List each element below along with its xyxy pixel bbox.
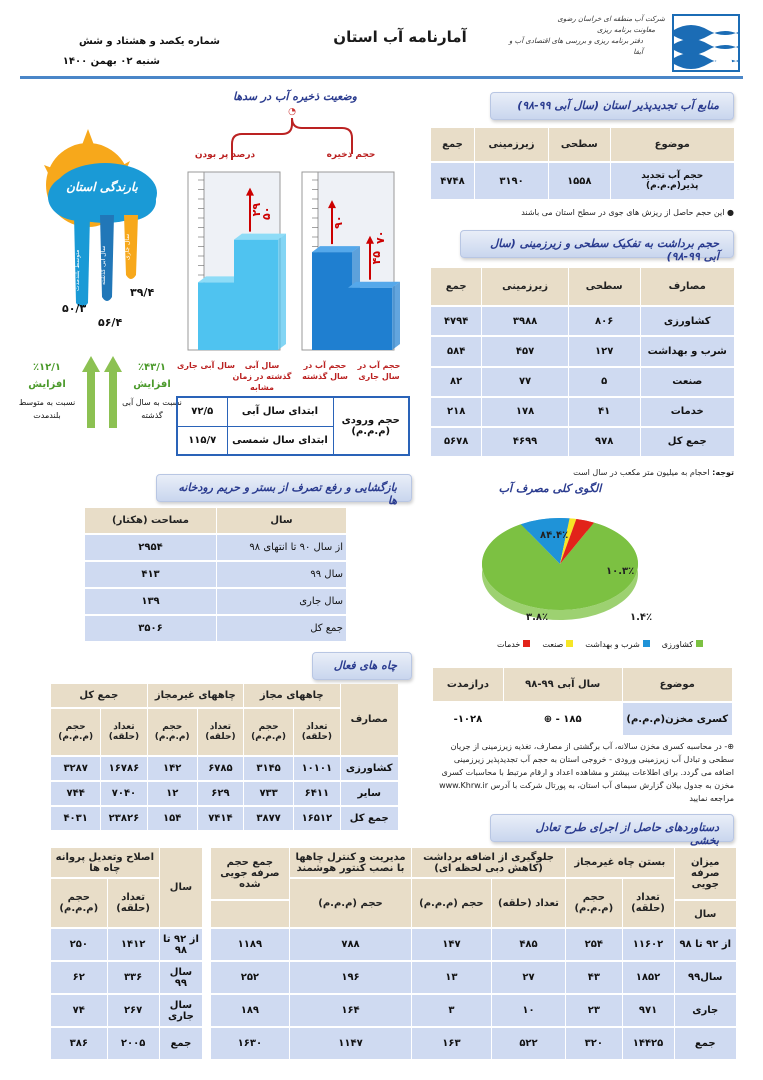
withdrawal-section-title: حجم برداشت به تفکیک سطحی و زیرزمینی (سال آبی ۹۹-۹۸): [460, 230, 734, 258]
dam-value-label: ۲۹: [250, 202, 263, 217]
pie-label: ۱.۴٪: [630, 612, 653, 623]
wells-h-total: جمع کل: [51, 684, 148, 708]
legend-label: شرب و بهداشت: [585, 640, 640, 649]
deficit-year-value: ۱۸۵ - ⊕: [503, 702, 622, 736]
table-cell: ۳۸۶: [51, 1027, 108, 1060]
wells-h-legal: چاههای مجاز: [243, 684, 340, 708]
bal-h-prevent: جلوگیری از اضافه برداشت (کاهش دبی لحظه ای): [411, 848, 565, 878]
renewable-h-total: جمع: [431, 128, 475, 162]
renewable-h-ground: زیرزمینی: [474, 128, 548, 162]
bal-h-metric: میزان صرفه جویی: [674, 848, 736, 900]
percent-scale-label: ۵۰: [260, 206, 273, 220]
table-cell: ۷۷: [482, 367, 568, 397]
table-cell: ۳۱۴۵: [243, 756, 293, 781]
table-row: [431, 427, 735, 457]
pie-title: الگوی کلی مصرف آب: [498, 482, 602, 495]
legend-swatch: [566, 640, 573, 647]
table-row: [85, 561, 347, 588]
dam-bar-side: [278, 234, 286, 350]
table-cell: ۱۲۷: [568, 336, 640, 366]
dam-value-label: ۹۰: [332, 215, 345, 229]
table-cell: ۲۵۲: [210, 961, 289, 994]
balance-table: [50, 848, 736, 1061]
legend-swatch: [643, 640, 650, 647]
deficit-h-long: درازمدت: [433, 668, 504, 702]
table-cell: ۴۷۹۴: [431, 306, 482, 336]
pie-chart: [470, 492, 720, 632]
restore-h-area: مساحت (هکتار): [85, 508, 217, 534]
table-cell: ۱۵۴: [147, 806, 197, 831]
table-cell: ۲۶۷: [107, 994, 159, 1027]
table-cell: ۲۰۰۵: [107, 1027, 159, 1060]
inflow-value-water-year: ۷۲/۵: [177, 397, 227, 426]
inflow-table: [176, 396, 410, 456]
table-cell: ۵: [568, 367, 640, 397]
legend-item: [497, 640, 530, 649]
dam-bar-top: [312, 246, 360, 252]
dam-bar: [198, 282, 236, 350]
table-cell: ۶۴۱۱: [294, 781, 340, 806]
table-cell: ۱۳۹: [85, 588, 217, 615]
withdrawal-note: توجه: احجام به میلیون متر مکعب در سال است: [573, 468, 734, 477]
renewable-h-surface: سطحی: [549, 128, 610, 162]
dams-percent-label: درصد پر بودن: [194, 150, 256, 160]
header-divider: [20, 76, 743, 79]
legend-swatch: [523, 640, 530, 647]
table-cell: ۶۷۸۵: [197, 756, 243, 781]
wells-section-title: چاه های فعال: [312, 652, 412, 680]
table-row: [51, 994, 737, 1027]
deficit-table: [432, 668, 732, 737]
dam-bar: [348, 288, 392, 350]
restore-h-year: سال: [217, 508, 347, 534]
table-cell: ۵۲۲: [491, 1027, 565, 1060]
rain-current-value: ۳۹/۴: [130, 286, 155, 299]
table-cell: ۱۶۳۰: [210, 1027, 289, 1060]
bal-sub-vol: حجم (م.م.م): [290, 878, 412, 928]
table-cell: جمع: [159, 1027, 202, 1060]
wells-sub-vol: حجم (م.م.م): [147, 708, 197, 756]
bal-sub-vol: حجم (م.م.م): [51, 878, 108, 928]
bal-h-close-wells: بستن چاه غیرمجاز: [566, 848, 674, 878]
table-cell: ۱۸۵۲: [622, 961, 674, 994]
bal-sub-count: تعداد (حلقه): [491, 878, 565, 928]
deficit-row-label: کسری مخزن(م.م.م): [622, 702, 732, 736]
table-cell: ۱۱۶۰۲: [622, 928, 674, 961]
table-cell: ۱۶۴: [290, 994, 412, 1027]
table-row: [85, 534, 347, 561]
table-cell: ۶۲۹: [197, 781, 243, 806]
table-cell: ۴۰۳۱: [51, 806, 101, 831]
renewable-h-subject: موضوع: [610, 128, 734, 162]
table-cell: سال ۹۹: [217, 561, 347, 588]
bar-label-lastyear: سال آبی گذشته در زمان مشابه: [232, 361, 292, 392]
org-lines: شرکت آب منطقه ای خراسان رضوی معاونت برنامه ریزی دفتر برنامه ریزی و بررسی های اقتصادی آب و آبفا: [509, 15, 665, 56]
table-cell: ۱۴۴۲۵: [622, 1027, 674, 1060]
table-cell: ۴۶۹۹: [482, 427, 568, 457]
table-cell: ۱۴۷: [411, 928, 491, 961]
bar-label-vol-current: حجم آب در سال جاری: [357, 361, 401, 381]
pie-label: ۸۴.۴٪: [540, 530, 569, 541]
pie-label: ۳.۸٪: [526, 612, 549, 623]
table-cell: ۱۱۸۹: [210, 928, 289, 961]
table-cell: جمع: [674, 1027, 736, 1060]
rain-drop-label-longterm: متوسط بلندمدت: [74, 249, 81, 291]
legend-label: کشاورزی: [661, 640, 694, 649]
wells-h-illegal: چاههای غیرمجاز: [147, 684, 243, 708]
table-row: [431, 367, 735, 397]
bar-label-current: سال آبی جاری: [177, 361, 235, 370]
table-cell: ۸۲: [431, 367, 482, 397]
table-cell: ۱۷۸: [482, 397, 568, 427]
table-cell: ۳۲۸۷: [51, 756, 101, 781]
table-cell: ۳۸۷۷: [243, 806, 293, 831]
table-row: [85, 588, 347, 615]
table-cell: ۷۴۴: [51, 781, 101, 806]
pie-legend: [470, 640, 730, 649]
table-cell: ۷۳۳: [243, 781, 293, 806]
inflow-value-solar-year: ۱۱۵/۷: [177, 426, 227, 455]
pie-label: ۱۰.۳٪: [606, 566, 635, 577]
table-row: [51, 928, 737, 961]
table-row: [431, 306, 735, 336]
wd-h-surface: سطحی: [568, 268, 640, 306]
dam-bar-side: [392, 282, 400, 350]
bal-h-smart: مدیریت و کنترل چاهها با نصب کنتور هوشمند: [290, 848, 412, 878]
table-cell: ۴۱: [568, 397, 640, 427]
wells-sub-count: تعداد (حلقه): [294, 708, 340, 756]
table-cell: از سال ۹۰ تا انتهای ۹۸: [217, 534, 347, 561]
table-cell: سایر: [340, 781, 398, 806]
rain-drop-label-lastyear: سال آبی گذشته: [100, 245, 107, 285]
bal-sub-vol: حجم (م.م.م): [411, 878, 491, 928]
table-row: [51, 806, 399, 831]
renewable-ground: ۳۱۹۰: [474, 162, 548, 200]
table-cell: از ۹۲ تا ۹۸: [159, 928, 202, 961]
table-cell: ۳۲۰: [566, 1027, 622, 1060]
bal-h-year: سال: [674, 900, 736, 928]
bal-h-permit: اصلاح وتعدیل پروانه چاه ها: [51, 848, 160, 878]
renewable-section-title: منابع آب تجدیدپذیر استان (سال آبی ۹۹-۹۸): [490, 92, 734, 120]
dam-value-label: ۴۵: [370, 250, 383, 265]
change-longterm: ٪۱۲/۱ افزایش نسبت به متوسط بلندمدت: [18, 362, 76, 420]
table-row: [51, 756, 399, 781]
table-cell: ۱۹۶: [290, 961, 412, 994]
table-cell: ۷۰۴۰: [101, 781, 147, 806]
table-cell: ۲۵۰: [51, 928, 108, 961]
table-cell: ۲۵۴: [566, 928, 622, 961]
inflow-label-water-year: ابتدای سال آبی: [227, 397, 333, 426]
volume-scale-label: ۷۰: [374, 230, 387, 244]
table-cell: ۷۴: [51, 994, 108, 1027]
dam-bar-top: [348, 282, 400, 288]
table-cell: ۸۰۶: [568, 306, 640, 336]
wells-table: [50, 684, 398, 832]
table-cell: ۲۳: [566, 994, 622, 1027]
wells-sub-count: تعداد (حلقه): [197, 708, 243, 756]
table-cell: کشاورزی: [640, 306, 734, 336]
legend-item: [662, 640, 703, 649]
table-row: [51, 961, 737, 994]
table-cell: ۱۸۹: [210, 994, 289, 1027]
wd-h-use: مصارف: [640, 268, 734, 306]
table-cell: ۱۶۳: [411, 1027, 491, 1060]
table-cell: ۹۷۱: [622, 994, 674, 1027]
table-cell: کشاورزی: [340, 756, 398, 781]
bal-h-year2: سال: [159, 848, 202, 928]
issue-date: شنبه ۰۲ بهمن ۱۴۰۰: [62, 56, 160, 67]
table-cell: ۲۱۸: [431, 397, 482, 427]
balance-section-title: دستاوردهای حاصل از اجرای طرح تعادل بخشی: [490, 814, 734, 842]
table-cell: ۹۷۸: [568, 427, 640, 457]
table-cell: ۱۱۴۷: [290, 1027, 412, 1060]
dam-bar: [312, 252, 352, 350]
table-cell: ۲۹۵۴: [85, 534, 217, 561]
table-cell: ۱۳: [411, 961, 491, 994]
table-cell: ۴۸۵: [491, 928, 565, 961]
dams-volume-label: حجم ذخیره: [326, 150, 376, 160]
table-cell: صنعت: [640, 367, 734, 397]
bar-label-vol-last: حجم آب در سال گذشته: [302, 361, 348, 381]
table-cell: ۴۵۷: [482, 336, 568, 366]
deficit-h-subject: موضوع: [622, 668, 732, 702]
table-cell: ۱۴۲: [147, 756, 197, 781]
table-cell: ۳: [411, 994, 491, 1027]
table-cell: ۱۲: [147, 781, 197, 806]
dam-bar: [234, 240, 278, 350]
issue-number: شماره یکصد و هشتاد و شش: [78, 36, 220, 47]
table-cell: ۲۷: [491, 961, 565, 994]
legend-item: [585, 640, 650, 649]
deficit-h-year: سال آبی ۹۹-۹۸: [503, 668, 622, 702]
table-cell: ۳۳۶: [107, 961, 159, 994]
clock-icon: ◔: [288, 107, 296, 117]
restore-table: [84, 508, 346, 643]
table-cell: خدمات: [640, 397, 734, 427]
table-cell: سال۹۹: [674, 961, 736, 994]
table-cell: ۲۳۸۲۶: [101, 806, 147, 831]
logo: [672, 14, 740, 72]
wells-sub-vol: حجم (م.م.م): [51, 708, 101, 756]
bal-h-saved: جمع حجم صرفه جویی شده: [210, 848, 289, 900]
table-cell: سال جاری: [159, 994, 202, 1027]
legend-label: خدمات: [496, 640, 521, 649]
renewable-note: ● این حجم حاصل از ریزش های جوی در سطح استان می باشند: [521, 208, 734, 217]
restore-section-title: بازگشایی و رفع تصرف از بستر و حریم رودخانه ها: [156, 474, 412, 502]
renewable-surface: ۱۵۵۸: [549, 162, 610, 200]
page-title: آمارنامه آب استان: [333, 28, 467, 46]
dam-bar-top: [234, 234, 286, 240]
renewable-total: ۴۷۴۸: [431, 162, 475, 200]
table-cell: ۴۱۳: [85, 561, 217, 588]
bal-sub-count: تعداد (حلقه): [622, 878, 674, 928]
table-cell: جمع کل: [640, 427, 734, 457]
table-cell: ۶۲: [51, 961, 108, 994]
deficit-note: ⊕- در محاسبه کسری مخزن سالانه، آب برگشتی از مصارف، تغذیه زیرزمینی از جریان سطحی و تبادل آب زیرزمینی ورودی - خروجی استان به حجم آب تجدیدپذیر زیرزمینی اضافه می گردد. برای اطلاعات بیشتر و مشاهده اعداد و ارقام مرتبط با محاسبات کسری مخزن به جدول بیلان گزارش سیمای آب استان، به پورتال شرکت با آدرس www.Khrw.ir مراجعه نمایید: [439, 742, 734, 803]
wells-h-use: مصارف: [340, 684, 398, 756]
table-cell: ۱۰: [491, 994, 565, 1027]
rain-longterm-value: ۵۰/۳: [62, 302, 87, 315]
table-cell: ۳۵۰۶: [85, 615, 217, 642]
wells-sub-count: تعداد (حلقه): [101, 708, 147, 756]
table-cell: شرب و بهداشت: [640, 336, 734, 366]
dams-chart: [178, 160, 408, 360]
table-cell: از ۹۲ تا ۹۸: [674, 928, 736, 961]
legend-item: [542, 640, 573, 649]
table-cell: جمع کل: [340, 806, 398, 831]
table-row: [431, 397, 735, 427]
inflow-label-solar-year: ابتدای سال شمسی: [227, 426, 333, 455]
table-cell: ۱۴۱۲: [107, 928, 159, 961]
table-cell: ۷۸۸: [290, 928, 412, 961]
change-lastyear: ٪۴۳/۱ افزایش نسبت به سال آبی گذشته: [122, 362, 182, 420]
table-row: [85, 615, 347, 642]
table-cell: ۱۰۱۰۱: [294, 756, 340, 781]
renewable-table: [430, 128, 734, 201]
withdrawal-table: [430, 268, 734, 458]
table-cell: ۷۴۱۴: [197, 806, 243, 831]
table-cell: ۱۶۵۱۲: [294, 806, 340, 831]
deficit-long-value: ۱۰۲۸-: [433, 702, 504, 736]
table-cell: سال جاری: [217, 588, 347, 615]
table-cell: ۵۶۷۸: [431, 427, 482, 457]
table-row: [431, 336, 735, 366]
table-row: [51, 1027, 737, 1060]
bal-sub-vol: حجم (م.م.م): [566, 878, 622, 928]
wd-h-ground: زیرزمینی: [482, 268, 568, 306]
rain-lastyear-value: ۵۶/۴: [98, 316, 123, 329]
table-cell: سال ۹۹: [159, 961, 202, 994]
wells-sub-vol: حجم (م.م.م): [243, 708, 293, 756]
table-cell: ۱۶۷۸۶: [101, 756, 147, 781]
dams-title: وضعیت ذخیره آب در سدها: [232, 90, 357, 103]
table-cell: ۴۳: [566, 961, 622, 994]
table-cell: ۳۹۸۸: [482, 306, 568, 336]
legend-label: صنعت: [542, 640, 564, 649]
wave-logo-icon: [674, 16, 740, 72]
bal-sub-count: تعداد (حلقه): [107, 878, 159, 928]
wd-h-total: جمع: [431, 268, 482, 306]
table-cell: ۵۸۴: [431, 336, 482, 366]
legend-swatch: [696, 640, 703, 647]
renewable-row-label: حجم آب تجدید پذیر(م.م.م): [610, 162, 734, 200]
table-cell: جمع کل: [217, 615, 347, 642]
rain-drop-label-current: سال جاری: [124, 233, 131, 261]
table-row: [51, 781, 399, 806]
table-cell: جاری: [674, 994, 736, 1027]
up-arrows-icon: [80, 350, 124, 430]
rain-title: بارندگی استان: [66, 180, 138, 194]
inflow-title: حجم ورودی (م.م.م): [333, 397, 409, 455]
